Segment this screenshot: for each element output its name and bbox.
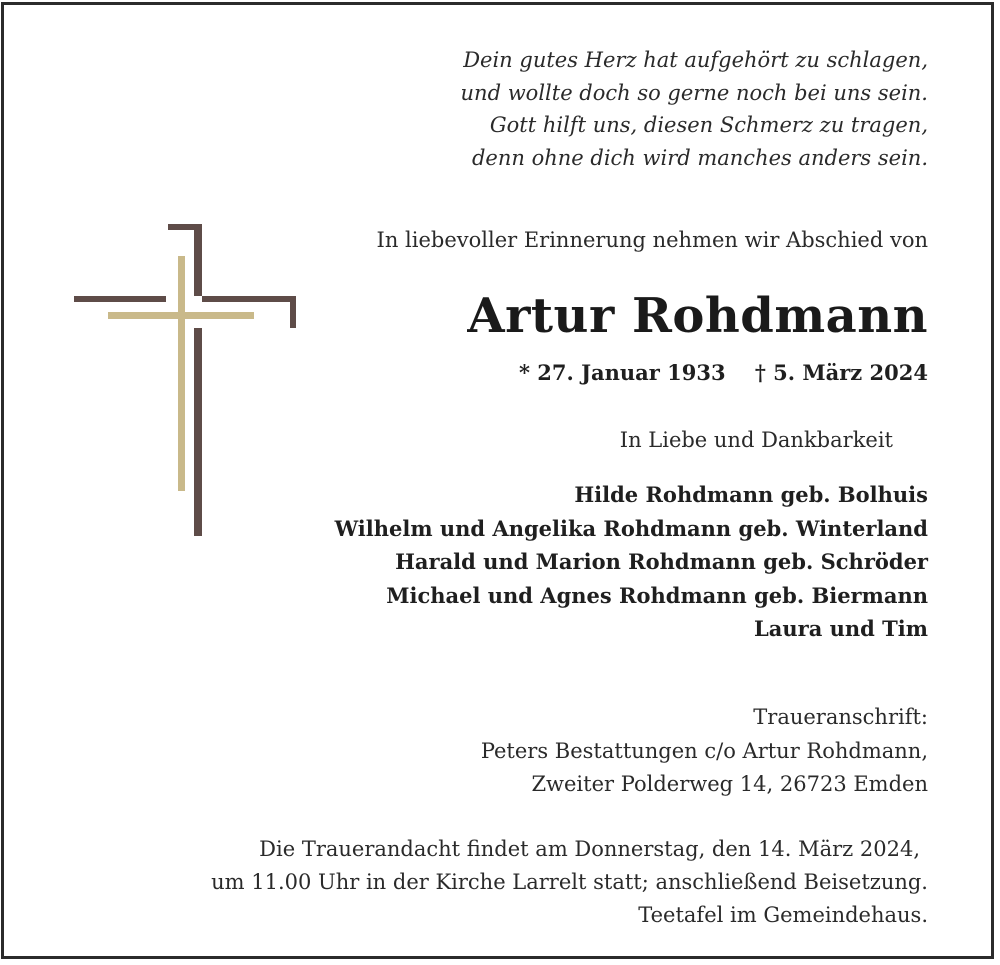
address-label: Traueranschrift: xyxy=(753,705,928,729)
cross-gold-vertical xyxy=(178,256,185,491)
family-member: Laura und Tim xyxy=(754,616,928,641)
farewell-intro: In liebevoller Erinnerung nehmen wir Abschied von xyxy=(376,228,928,252)
poem-line: Gott hilft uns, diesen Schmerz zu tragen, xyxy=(489,113,928,137)
closing-phrase: In Liebe und Dankbarkeit xyxy=(619,428,893,452)
deceased-name: Artur Rohdmann xyxy=(467,288,928,344)
family-member: Hilde Rohdmann geb. Bolhuis xyxy=(574,482,928,507)
poem-line: Dein gutes Herz hat aufgehört zu schlagen, xyxy=(463,48,928,72)
service-line: Teetafel im Gemeindehaus. xyxy=(638,903,928,927)
family-member: Harald und Marion Rohdmann geb. Schröder xyxy=(395,549,928,574)
birth-date: * 27. Januar 1933 xyxy=(518,360,726,385)
service-line: Die Trauerandacht findet am Donnerstag, den 14. März 2024, xyxy=(259,837,920,861)
mourning-address xyxy=(481,701,928,802)
poem-line: denn ohne dich wird manches anders sein. xyxy=(471,145,928,170)
cross-dark-left-arm xyxy=(74,296,166,302)
poem-line: und wollte doch so gerne noch bei uns sein. xyxy=(460,80,928,105)
poem xyxy=(461,44,928,174)
family-member: Wilhelm und Angelika Rohdmann geb. Winterland xyxy=(334,515,928,541)
service-line: um 11.00 Uhr in der Kirche Larrelt statt; anschließend Beisetzung. xyxy=(211,870,928,894)
cross-gold-horizontal xyxy=(108,312,254,319)
christian-cross-icon xyxy=(74,224,300,540)
cross-dark-bottom-arm xyxy=(194,328,202,536)
service-info xyxy=(211,833,928,932)
address-line: Zweiter Polderweg 14, 26723 Emden xyxy=(531,772,928,796)
family-member: Michael und Agnes Rohdmann geb. Biermann xyxy=(386,582,928,608)
life-dates xyxy=(519,357,928,389)
address-line: Peters Bestattungen c/o Artur Rohdmann, xyxy=(480,738,928,763)
death-date: † 5. März 2024 xyxy=(754,360,928,385)
family-list xyxy=(335,478,928,646)
